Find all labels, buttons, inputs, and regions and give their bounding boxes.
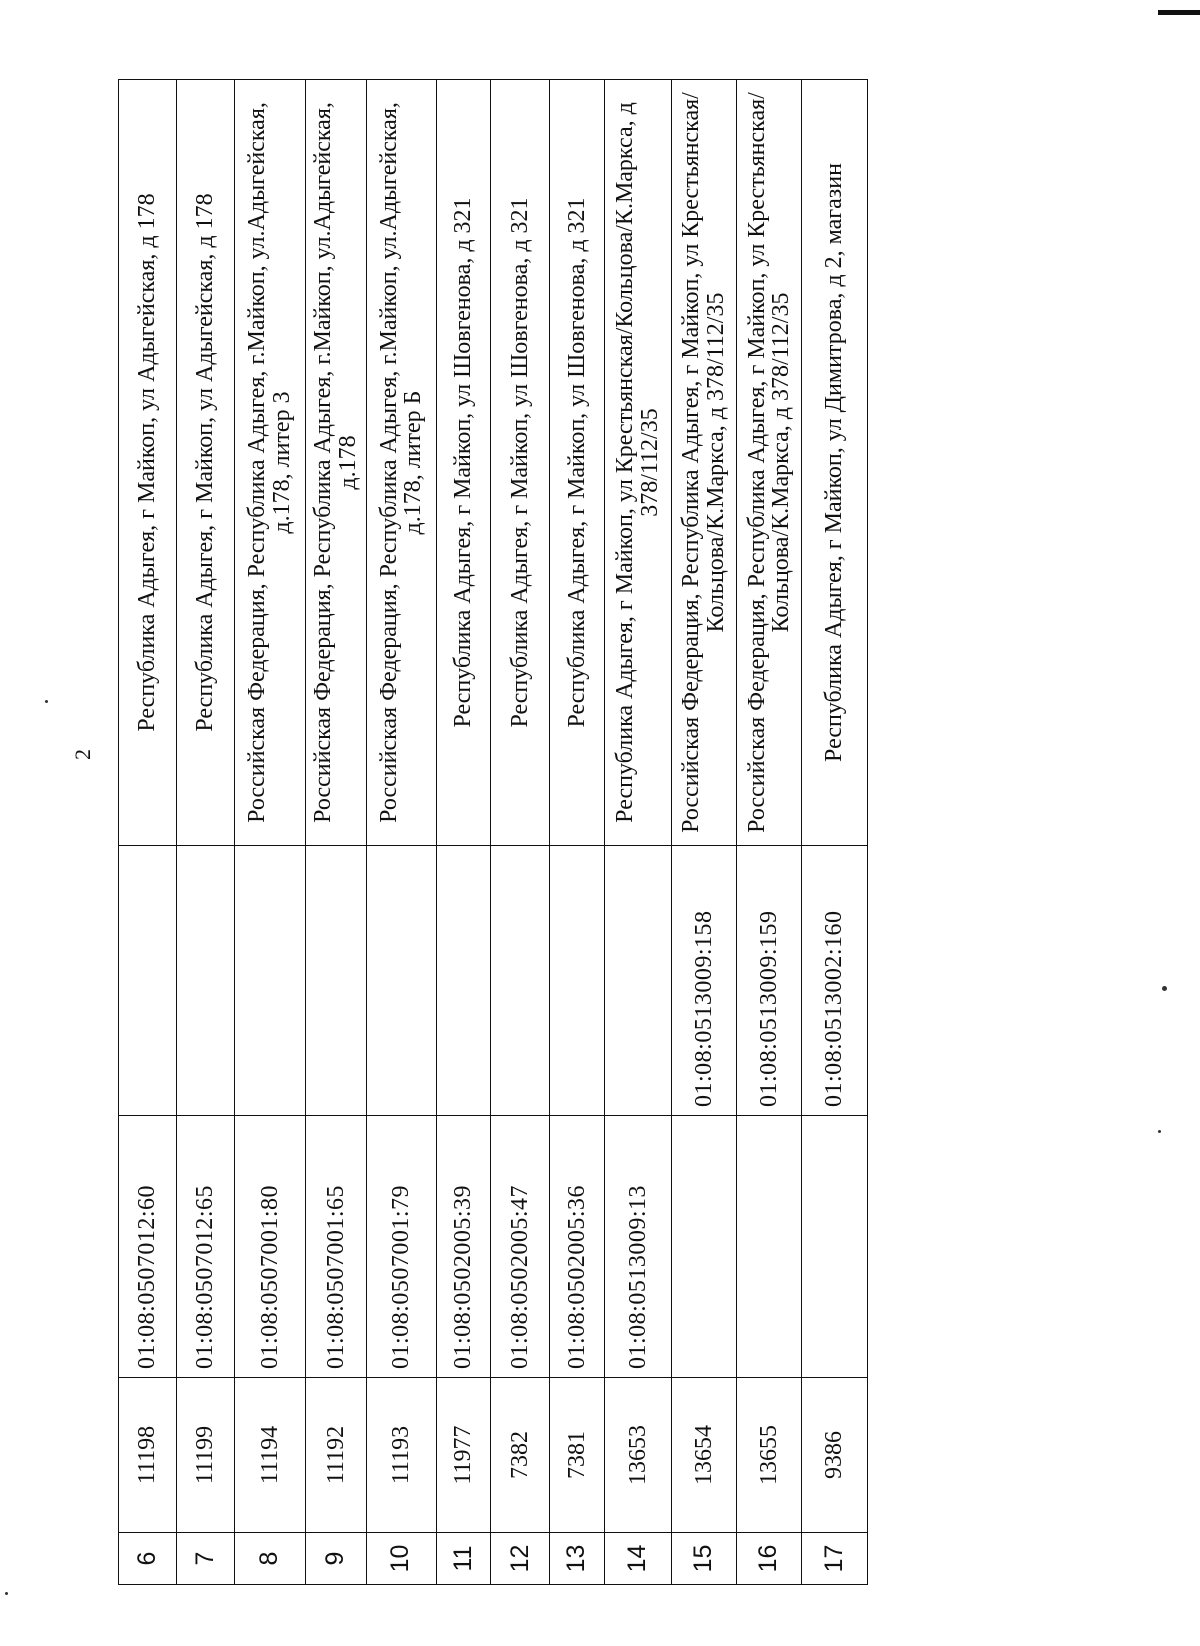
table-row <box>176 80 234 1585</box>
row-index: 17 <box>802 1533 868 1585</box>
row-index: 16 <box>737 1533 802 1585</box>
scan-speck <box>1158 1130 1161 1133</box>
building-cadastral-number <box>176 846 234 1116</box>
table-row <box>305 80 366 1585</box>
object-address: Российская Федерация, Республика Адыгея, г.Майкоп, ул.Адыгейская, д.178, литер 3 <box>234 80 305 846</box>
land-cadastral-number <box>737 1116 802 1378</box>
building-cadastral-number: 01:08:0513002:160 <box>802 846 868 1116</box>
row-index: 14 <box>605 1533 672 1585</box>
land-cadastral-number: 01:08:0502005:36 <box>550 1116 605 1378</box>
object-number: 7381 <box>550 1378 605 1533</box>
land-cadastral-number: 01:08:0507001:80 <box>234 1116 305 1378</box>
row-index: 7 <box>176 1533 234 1585</box>
table-row <box>802 80 868 1585</box>
table-row <box>491 80 550 1585</box>
land-cadastral-number: 01:08:0507012:60 <box>119 1116 177 1378</box>
rotated-table-container <box>118 80 868 1585</box>
row-index: 10 <box>366 1533 436 1585</box>
object-address: Республика Адыгея, г Майкоп, ул Шовгенова, д 321 <box>491 80 550 846</box>
building-cadastral-number <box>491 846 550 1116</box>
table-row <box>550 80 605 1585</box>
object-number: 11192 <box>305 1378 366 1533</box>
building-cadastral-number <box>366 846 436 1116</box>
object-number: 13653 <box>605 1378 672 1533</box>
object-number: 11193 <box>366 1378 436 1533</box>
row-index: 6 <box>119 1533 177 1585</box>
object-address: Российская Федерация, Республика Адыгея, г Майкоп, ул Крестьянская/Кольцова/К.Маркса, д 378/112/35 <box>671 80 736 846</box>
building-cadastral-number <box>436 846 491 1116</box>
table-row <box>737 80 802 1585</box>
row-index: 12 <box>491 1533 550 1585</box>
object-address: Республика Адыгея, г Майкоп, ул Адыгейская, д 178 <box>176 80 234 846</box>
object-address: Российская Федерация, Республика Адыгея, г.Майкоп, ул.Адыгейская, д.178, литер Б <box>366 80 436 846</box>
object-number: 11194 <box>234 1378 305 1533</box>
object-address: Российская Федерация, Республика Адыгея, г Майкоп, ул Крестьянская/Кольцова/К.Маркса, д 378/112/35 <box>737 80 802 846</box>
table-row <box>605 80 672 1585</box>
object-number: 13654 <box>671 1378 736 1533</box>
scan-speck <box>5 1592 8 1595</box>
object-number: 11199 <box>176 1378 234 1533</box>
object-number: 11977 <box>436 1378 491 1533</box>
row-index: 13 <box>550 1533 605 1585</box>
land-cadastral-number <box>671 1116 736 1378</box>
table-row <box>366 80 436 1585</box>
object-address: Российская Федерация, Республика Адыгея, г.Майкоп, ул.Адыгейская, д.178 <box>305 80 366 846</box>
building-cadastral-number: 01:08:0513009:159 <box>737 846 802 1116</box>
object-address: Республика Адыгея, г Майкоп, ул Крестьянская/Кольцова/К.Маркса, д 378/112/35 <box>605 80 672 846</box>
table-row <box>671 80 736 1585</box>
object-number: 9386 <box>802 1378 868 1533</box>
table-row <box>234 80 305 1585</box>
object-number: 13655 <box>737 1378 802 1533</box>
building-cadastral-number: 01:08:0513009:158 <box>671 846 736 1116</box>
scan-speck <box>45 700 48 703</box>
row-index: 15 <box>671 1533 736 1585</box>
page-number: 2 <box>70 749 95 760</box>
land-cadastral-number <box>802 1116 868 1378</box>
land-cadastral-number: 01:08:0513009:13 <box>605 1116 672 1378</box>
building-cadastral-number <box>234 846 305 1116</box>
land-cadastral-number: 01:08:0507001:65 <box>305 1116 366 1378</box>
land-cadastral-number: 01:08:0507001:79 <box>366 1116 436 1378</box>
object-number: 11198 <box>119 1378 177 1533</box>
scan-speck <box>1162 986 1167 991</box>
land-cadastral-number: 01:08:0502005:47 <box>491 1116 550 1378</box>
object-number: 7382 <box>491 1378 550 1533</box>
object-address: Республика Адыгея, г Майкоп, ул Шовгенова, д 321 <box>550 80 605 846</box>
building-cadastral-number <box>550 846 605 1116</box>
table-body <box>119 80 868 1585</box>
row-index: 8 <box>234 1533 305 1585</box>
building-cadastral-number <box>305 846 366 1116</box>
building-cadastral-number <box>605 846 672 1116</box>
property-registry-table <box>118 79 868 1585</box>
building-cadastral-number <box>119 846 177 1116</box>
land-cadastral-number: 01:08:0507012:65 <box>176 1116 234 1378</box>
table-row <box>119 80 177 1585</box>
land-cadastral-number: 01:08:0502005:39 <box>436 1116 491 1378</box>
table-row <box>436 80 491 1585</box>
row-index: 11 <box>436 1533 491 1585</box>
object-address: Республика Адыгея, г Майкоп, ул Димитрова, д 2, магазин <box>802 80 868 846</box>
scan-edge-mark <box>1158 10 1200 15</box>
object-address: Республика Адыгея, г Майкоп, ул Адыгейская, д 178 <box>119 80 177 846</box>
row-index: 9 <box>305 1533 366 1585</box>
object-address: Республика Адыгея, г Майкоп, ул Шовгенова, д 321 <box>436 80 491 846</box>
